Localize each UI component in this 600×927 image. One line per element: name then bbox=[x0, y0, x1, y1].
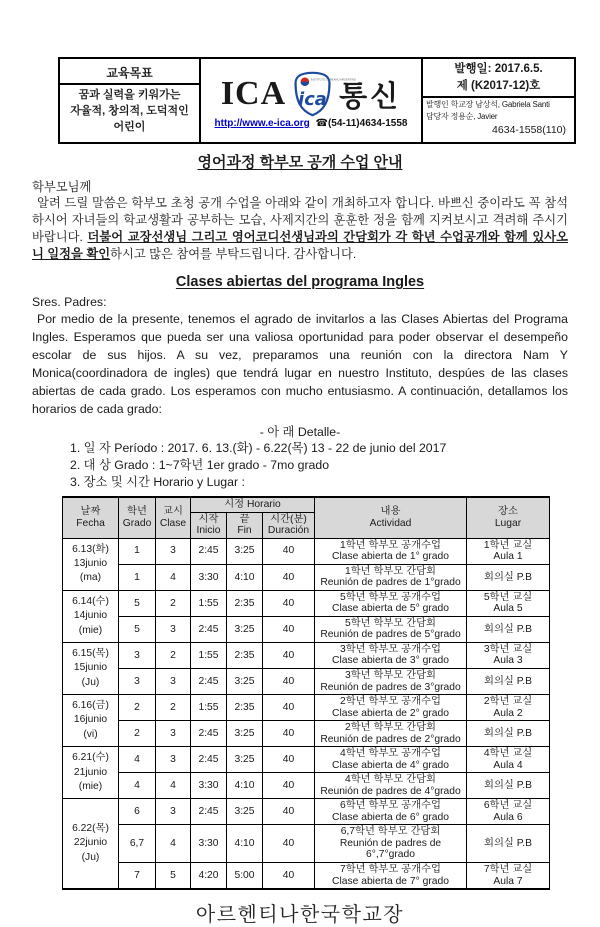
cell-duracion: 40 bbox=[263, 695, 315, 721]
col-header-fin: 끝 Fin bbox=[227, 512, 263, 538]
cell-fin: 3:25 bbox=[227, 799, 263, 825]
cell-duracion: 40 bbox=[263, 862, 315, 889]
cell-inicio: 2:45 bbox=[191, 747, 227, 773]
cell-grado: 2 bbox=[119, 721, 156, 747]
table-row bbox=[63, 564, 550, 590]
korean-salutation: 학부모님께 bbox=[32, 180, 92, 195]
detalle-item-lugar: 3. 장소 및 시간 Horario y Lugar : bbox=[70, 475, 245, 490]
cell-inicio: 3:30 bbox=[191, 564, 227, 590]
publisher-info bbox=[423, 98, 574, 142]
cell-actividad: 7학년 학부모 공개수업 Clase abierta de 7° grado bbox=[315, 862, 467, 889]
cell-inicio: 2:45 bbox=[191, 799, 227, 825]
table-row bbox=[63, 747, 550, 773]
cell-actividad: 4학년 학부모 공개수업 Clase abierta de 4° grado bbox=[315, 747, 467, 773]
cell-clase: 2 bbox=[156, 695, 191, 721]
masthead-logo-cell bbox=[200, 58, 422, 143]
cell-grado: 1 bbox=[119, 538, 156, 564]
cell-inicio: 2:45 bbox=[191, 538, 227, 564]
cell-lugar: 회의실 P.B bbox=[467, 669, 550, 695]
korean-body-emphasis: 더불어 교장선생님 그리고 영어코디선생님과의 간담회가 각 학년 수업공개와 함께 있사오니 일정을 확인 bbox=[32, 230, 569, 262]
cell-lugar: 회의실 P.B bbox=[467, 564, 550, 590]
issue-info bbox=[423, 59, 574, 98]
publisher-phone: 4634-1558(110) bbox=[492, 124, 566, 137]
education-goal-text: 꿈과 실력을 키워가는 자율적, 창의적, 도덕적인 어린이 bbox=[70, 89, 189, 134]
col-header-fecha: 날짜 Fecha bbox=[63, 497, 119, 538]
table-row bbox=[63, 862, 550, 889]
phone-number: ☎(54-11)4634-1558 bbox=[315, 118, 408, 130]
cell-fin: 2:35 bbox=[227, 695, 263, 721]
cell-clase: 4 bbox=[156, 773, 191, 799]
cell-fin: 4:10 bbox=[227, 564, 263, 590]
cell-clase: 4 bbox=[156, 825, 191, 863]
cell-fin: 3:25 bbox=[227, 721, 263, 747]
cell-grado: 5 bbox=[119, 590, 156, 616]
cell-clase: 2 bbox=[156, 642, 191, 668]
cell-fin: 2:35 bbox=[227, 642, 263, 668]
cell-fin: 3:25 bbox=[227, 747, 263, 773]
cell-clase: 2 bbox=[156, 590, 191, 616]
cell-inicio: 1:55 bbox=[191, 642, 227, 668]
cell-actividad: 2학년 학부모 공개수업 Clase abierta de 2° grado bbox=[315, 695, 467, 721]
detalle-item-periodo: 1. 일 자 Período : 2017. 6. 13.(화) - 6.22(목) 13 - 22 de junio del 2017 bbox=[70, 441, 447, 456]
cell-actividad: 4학년 학부모 간담회 Reunión de padres de 4°grado bbox=[315, 773, 467, 799]
website-link[interactable]: http://www.e-ica.org bbox=[214, 118, 310, 130]
cell-fin: 3:25 bbox=[227, 669, 263, 695]
cell-lugar: 회의실 P.B bbox=[467, 773, 550, 799]
cell-grado: 3 bbox=[119, 669, 156, 695]
issue-number: 제 (K2017-12)호 bbox=[456, 79, 541, 92]
col-header-lugar: 장소 Lugar bbox=[467, 497, 550, 538]
korean-body-text-end: 하시고 많은 참여를 부탁드립니다. 감사합니다. bbox=[110, 247, 357, 262]
manager-line: 담당자 정용순, Javier bbox=[426, 112, 498, 122]
cell-duracion: 40 bbox=[263, 564, 315, 590]
col-header-actividad: 내용 Actividad bbox=[315, 497, 467, 538]
cell-duracion: 40 bbox=[263, 590, 315, 616]
cell-inicio: 1:55 bbox=[191, 695, 227, 721]
cell-duracion: 40 bbox=[263, 642, 315, 668]
cell-fin: 3:25 bbox=[227, 616, 263, 642]
logo-row bbox=[201, 69, 421, 117]
cell-duracion: 40 bbox=[263, 669, 315, 695]
cell-duracion: 40 bbox=[263, 747, 315, 773]
ica-emblem-icon bbox=[293, 71, 357, 117]
ica-wordmark: ICA bbox=[220, 75, 287, 113]
cell-grado: 3 bbox=[119, 642, 156, 668]
cell-duracion: 40 bbox=[263, 825, 315, 863]
cell-duracion: 40 bbox=[263, 773, 315, 799]
cell-date: 6.21(수) 21junio (mie) bbox=[63, 747, 119, 799]
cell-fin: 4:10 bbox=[227, 773, 263, 799]
education-goal-box bbox=[59, 58, 200, 143]
cell-lugar: 5학년 교실 Aula 5 bbox=[467, 590, 550, 616]
col-header-duracion: 시간(분) Duración bbox=[263, 512, 315, 538]
cell-clase: 3 bbox=[156, 616, 191, 642]
cell-grado: 4 bbox=[119, 773, 156, 799]
cell-date: 6.14(수) 14junio (mie) bbox=[63, 590, 119, 642]
signature: 아르헨티나한국학교장 bbox=[195, 904, 405, 927]
issue-date: 발행일: 2017.6.5. bbox=[454, 63, 543, 75]
col-header-inicio: 시작 Inicio bbox=[191, 512, 227, 538]
spanish-title-row bbox=[32, 274, 568, 290]
schedule-table bbox=[62, 496, 550, 890]
cell-inicio: 1:55 bbox=[191, 590, 227, 616]
cell-fin: 3:25 bbox=[227, 538, 263, 564]
korean-title-row bbox=[32, 151, 568, 172]
contact-line bbox=[201, 117, 421, 132]
cell-lugar: 1학년 교실 Aula 1 bbox=[467, 538, 550, 564]
col-header-clase: 교시 Clase bbox=[156, 497, 191, 538]
education-goal-title: 교육목표 bbox=[60, 61, 199, 85]
table-row bbox=[63, 538, 550, 564]
spanish-salutation: Sres. Padres: bbox=[32, 295, 107, 310]
masthead bbox=[58, 57, 576, 144]
cell-lugar: 6학년 교실 Aula 6 bbox=[467, 799, 550, 825]
cell-duracion: 40 bbox=[263, 799, 315, 825]
cell-duracion: 40 bbox=[263, 616, 315, 642]
cell-actividad: 2학년 학부모 간담회 Reunión de padres de 2°grado bbox=[315, 721, 467, 747]
table-row bbox=[63, 616, 550, 642]
publication-info-box bbox=[422, 58, 575, 143]
svg-text:ica: ica bbox=[298, 89, 327, 111]
detalle-list bbox=[32, 440, 568, 491]
table-row bbox=[63, 695, 550, 721]
cell-actividad: 5학년 학부모 공개수업 Clase abierta de 5° grado bbox=[315, 590, 467, 616]
cell-date: 6.15(목) 15junio (Ju) bbox=[63, 642, 119, 694]
cell-clase: 3 bbox=[156, 538, 191, 564]
cell-grado: 1 bbox=[119, 564, 156, 590]
svg-text:INSTITUTO COREANO ARGENTINO: INSTITUTO COREANO ARGENTINO bbox=[310, 78, 357, 82]
cell-inicio: 2:45 bbox=[191, 721, 227, 747]
cell-grado: 6,7 bbox=[119, 825, 156, 863]
cell-inicio: 3:30 bbox=[191, 825, 227, 863]
cell-lugar: 회의실 P.B bbox=[467, 825, 550, 863]
cell-clase: 3 bbox=[156, 669, 191, 695]
cell-clase: 3 bbox=[156, 799, 191, 825]
cell-lugar: 회의실 P.B bbox=[467, 616, 550, 642]
cell-actividad: 3학년 학부모 공개수업 Clase abierta de 3° grado bbox=[315, 642, 467, 668]
publisher-line: 발행인 학교장 남상석, Gabriela Santi bbox=[426, 100, 550, 110]
cell-grado: 7 bbox=[119, 862, 156, 889]
table-row bbox=[63, 669, 550, 695]
detalle-heading: - 아 래 Detalle- bbox=[259, 425, 341, 440]
cell-lugar: 7학년 교실 Aula 7 bbox=[467, 862, 550, 889]
col-header-grado: 학년 Grado bbox=[119, 497, 156, 538]
cell-inicio: 4:20 bbox=[191, 862, 227, 889]
cell-duracion: 40 bbox=[263, 721, 315, 747]
col-header-horario: 시정 Horario bbox=[191, 497, 315, 512]
cell-clase: 3 bbox=[156, 747, 191, 773]
table-row bbox=[63, 799, 550, 825]
cell-clase: 3 bbox=[156, 721, 191, 747]
cell-date: 6.22(목) 22junio (Ju) bbox=[63, 799, 119, 889]
cell-lugar: 회의실 P.B bbox=[467, 721, 550, 747]
cell-duracion: 40 bbox=[263, 538, 315, 564]
cell-actividad: 1학년 학부모 간담회 Reunión de padres de 1°grado bbox=[315, 564, 467, 590]
cell-actividad: 3학년 학부모 간담회 Reunión de padres de 3°grado bbox=[315, 669, 467, 695]
cell-clase: 4 bbox=[156, 564, 191, 590]
korean-body bbox=[32, 195, 568, 263]
cell-lugar: 3학년 교실 Aula 3 bbox=[467, 642, 550, 668]
spanish-body: Por medio de la presente, tenemos el agrado de invitarlos a las Clases Abiertas del Programa Ingles. Esperamos que pueda ser una valiosa oportunidad para poder observar el desempeño escolar de sus hijos. A su vez, preparamos una reunión con la directora Nam Y Monica(coordinadora de ingles) que tendrá lugar en nuestro Instituto, despúes de las clases abiertas de cada grado. Los esperamos con mucho entusiasmo. A continuación, detallamos los horarios de cada grado: bbox=[32, 312, 568, 417]
spanish-title: Clases abiertas del programa Ingles bbox=[175, 274, 425, 291]
cell-date: 6.16(금) 16junio (vi) bbox=[63, 695, 119, 747]
cell-actividad: 6학년 학부모 공개수업 Clase abierta de 6° grado bbox=[315, 799, 467, 825]
detalle-item-grado: 2. 대 상 Grado : 1~7학년 1er grado - 7mo grado bbox=[70, 458, 330, 473]
cell-grado: 6 bbox=[119, 799, 156, 825]
table-row bbox=[63, 590, 550, 616]
cell-grado: 5 bbox=[119, 616, 156, 642]
cell-fin: 2:35 bbox=[227, 590, 263, 616]
cell-actividad: 6,7학년 학부모 간담회 Reunión de padres de 6°,7°grado bbox=[315, 825, 467, 863]
cell-inicio: 3:30 bbox=[191, 773, 227, 799]
cell-inicio: 2:45 bbox=[191, 616, 227, 642]
cell-fin: 4:10 bbox=[227, 825, 263, 863]
cell-fin: 5:00 bbox=[227, 862, 263, 889]
cell-lugar: 2학년 교실 Aula 2 bbox=[467, 695, 550, 721]
table-row bbox=[63, 642, 550, 668]
cell-actividad: 5학년 학부모 간담회 Reunión de padres de 5°grado bbox=[315, 616, 467, 642]
cell-clase: 5 bbox=[156, 862, 191, 889]
cell-actividad: 1학년 학부모 공개수업 Clase abierta de 1° grado bbox=[315, 538, 467, 564]
newsletter-wordmark: 통신 bbox=[339, 80, 402, 113]
cell-grado: 2 bbox=[119, 695, 156, 721]
cell-grado: 4 bbox=[119, 747, 156, 773]
cell-lugar: 4학년 교실 Aula 4 bbox=[467, 747, 550, 773]
korean-body-text: 알려 드릴 말씀은 학부모 초청 공개 수업을 아래와 같이 개최하고자 합니다. 바쁘신 중이라도 꼭 참석 하시어 자녀들의 학교생활과 공부하는 모습, 사제지간의 훈훈한 정을 함께 지켜보시고 격려해 주시기 바랍니다. bbox=[32, 196, 568, 245]
cell-date: 6.13(화) 13junio (ma) bbox=[63, 538, 119, 590]
table-row bbox=[63, 773, 550, 799]
table-row bbox=[63, 721, 550, 747]
korean-title: 영어과정 학부모 공개 수업 안내 bbox=[197, 154, 403, 172]
table-row bbox=[63, 825, 550, 863]
cell-inicio: 2:45 bbox=[191, 669, 227, 695]
